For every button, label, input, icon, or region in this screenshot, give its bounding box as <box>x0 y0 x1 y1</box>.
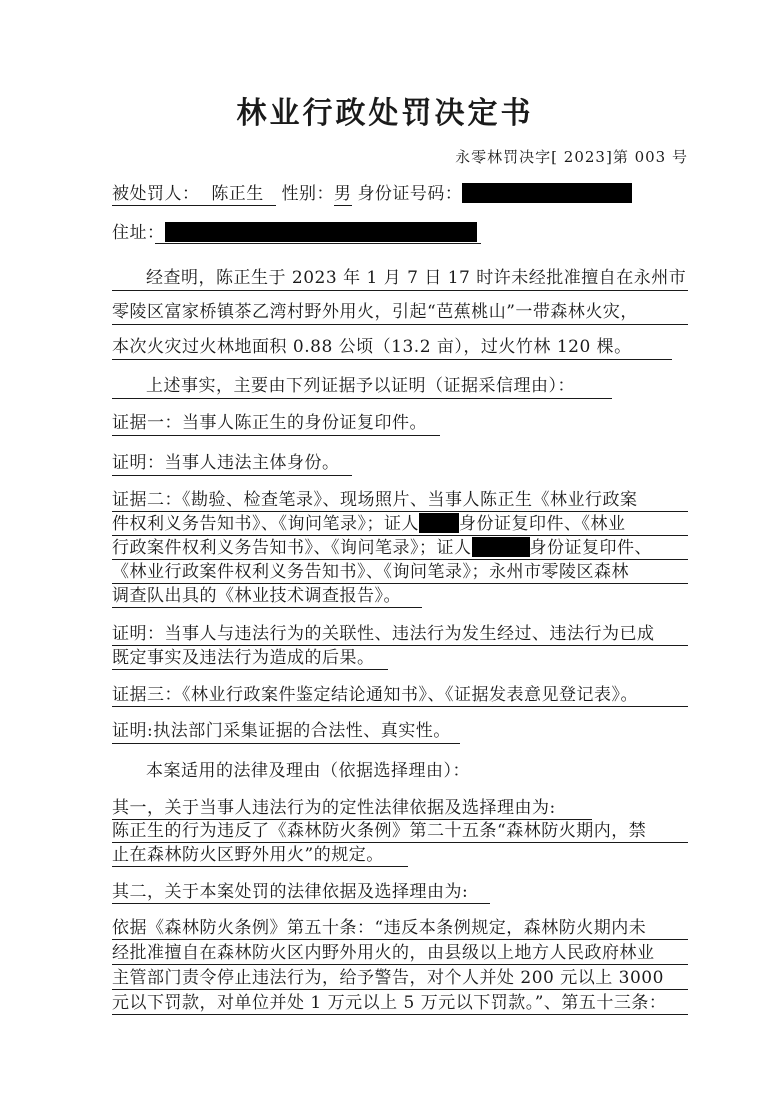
underline <box>112 359 672 360</box>
party-address-line <box>112 222 688 244</box>
address-underline <box>155 243 481 244</box>
underline <box>112 475 352 476</box>
underline <box>112 819 592 820</box>
law-2-line-2: 依据《森林防火条例》第五十条：“违反本条例规定，森林防火期内未 <box>112 918 647 938</box>
evidence-2-line-5: 调查队出具的《林业技术调查报告》。 <box>112 586 401 606</box>
evidence-3: 证据三：《林业行政案件鉴定结论通知书》、《证据发表意见登记表》。 <box>112 685 638 705</box>
party-name-label: 被处罚人： <box>112 184 200 204</box>
underline <box>112 669 388 670</box>
underline <box>112 866 408 867</box>
underline <box>112 398 612 399</box>
party-id-label: 身份证号码： <box>357 184 463 204</box>
facts-line-2: 零陵区富家桥镇茶乙湾村野外用火，引起“芭蕉桃山”一带森林火灾， <box>112 302 638 322</box>
party-address-label: 住址： <box>112 223 165 243</box>
underline <box>112 842 688 843</box>
underline <box>112 535 688 536</box>
law-2-line-3: 经批准擅自在森林防火区内野外用火的，由县级以上地方人民政府林业 <box>112 943 655 963</box>
redacted-witness-1 <box>419 513 459 533</box>
underline <box>112 435 440 436</box>
underline <box>112 607 422 608</box>
redacted-witness-2 <box>472 537 530 557</box>
facts-line-3: 本次火灾过火林地面积 0.88 公顷（13.2 亩），过火竹林 120 棵。 <box>112 337 632 357</box>
underline <box>112 559 688 560</box>
underline <box>112 290 688 291</box>
law-intro: 本案适用的法律及理由（依据选择理由）： <box>146 761 470 781</box>
underline <box>112 903 490 904</box>
law-2-line-4: 主管部门责令停止违法行为，给予警告，对个人并处 200 元以上 3000 <box>112 968 664 988</box>
evidence-2-line-1: 证据二：《勘验、检查笔录》、现场照片、当事人陈正生《林业行政案 <box>112 490 638 510</box>
evidence-1-proof: 证明：当事人违法主体身份。 <box>112 453 340 473</box>
facts-line-1: 经查明，陈正生于 2023 年 1 月 7 日 17 时许未经批准擅自在永州市 <box>146 268 687 288</box>
evidence-2-line-4: 《林业行政案件权利义务告知书》、《询问笔录》；永州市零陵区森林 <box>112 562 629 582</box>
party-gender: 男 <box>334 184 352 204</box>
document-title: 林业行政处罚决定书 <box>236 96 534 131</box>
redacted-id-number <box>462 183 632 203</box>
redacted-address <box>165 222 477 242</box>
evidence-2-line-3: 行政案件权利义务告知书》、《询问笔录》；证人 身份证复印件、 <box>112 538 652 558</box>
underline <box>112 989 688 990</box>
evidence-2-proof-line-1: 证明：当事人与违法行为的关联性、违法行为发生经过、违法行为已成 <box>112 624 655 644</box>
party-info-line <box>112 183 688 205</box>
underline <box>112 645 688 646</box>
underline <box>112 964 688 965</box>
law-1-line-2: 陈正生的行为违反了《森林防火条例》第二十五条“森林防火期内，禁 <box>112 821 647 841</box>
evidence-intro: 上述事实，主要由下列证据予以证明（证据采信理由）： <box>146 376 575 396</box>
law-2-line-1: 其二，关于本案处罚的法律依据及选择理由为: <box>112 882 469 902</box>
party-gender-label: 性别： <box>281 184 335 204</box>
underline <box>112 324 688 325</box>
party-name: 陈正生 <box>200 184 276 206</box>
evidence-2-proof-line-2: 既定事实及违法行为造成的后果。 <box>112 648 375 668</box>
evidence-3-proof: 证明:执法部门采集证据的合法性、真实性。 <box>112 721 451 741</box>
law-2-line-5: 元以下罚款，对单位并处 1 万元以上 5 万元以下罚款。”、第五十三条： <box>112 993 667 1013</box>
underline <box>112 511 688 512</box>
underline <box>112 583 688 584</box>
document-number: 永零林罚决字[ 2023]第 003 号 <box>455 148 688 166</box>
law-1-line-3: 止在森林防火区野外用火”的规定。 <box>112 845 384 865</box>
underline <box>112 706 688 707</box>
evidence-1: 证据一：当事人陈正生的身份证复印件。 <box>112 413 427 433</box>
underline <box>112 1014 688 1015</box>
underline <box>112 939 688 940</box>
underline <box>112 743 460 744</box>
law-1-line-1: 其一，关于当事人违法行为的定性法律依据及选择理由为: <box>112 798 556 818</box>
evidence-2-line-2: 件权利义务告知书》、《询问笔录》；证人 身份证复印件、《林业 <box>112 514 626 534</box>
